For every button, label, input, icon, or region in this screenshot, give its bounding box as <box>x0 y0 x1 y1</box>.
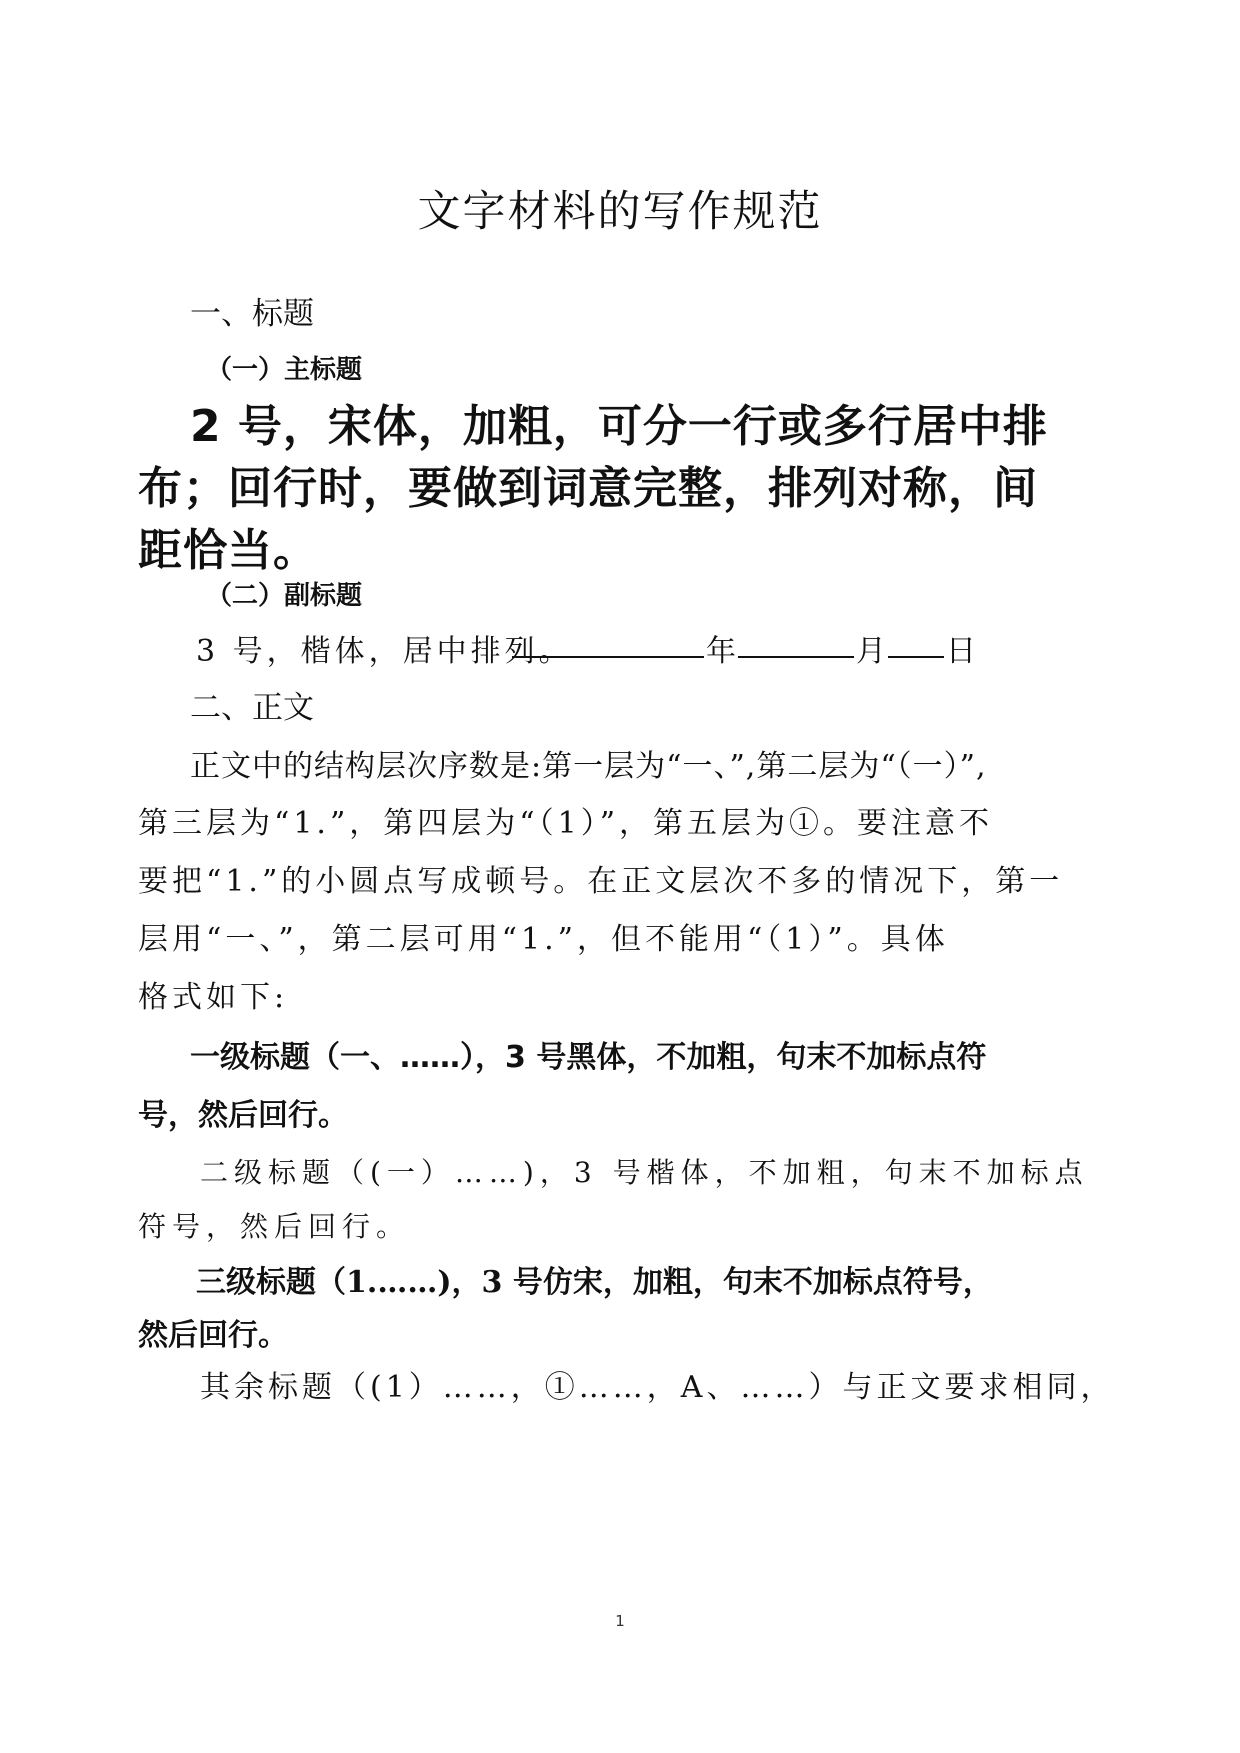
section-heading-body: 二、正文 <box>190 690 314 726</box>
level3-rule-line-1: 三级标题（1.……)，3 号仿宋，加粗，句末不加标点符号， <box>196 1265 993 1300</box>
subheading-subtitle: （二）副标题 <box>206 581 363 611</box>
body-paragraph-line-1: 正文中的结构层次序数是:第一层为“一、”,第二层为“（一）”, <box>190 749 987 784</box>
document-title: 文字材料的写作规范 <box>417 187 823 237</box>
body-paragraph-line-5: 格式如下: <box>138 980 289 1015</box>
year-blank <box>512 656 704 658</box>
year-label: 年 <box>706 634 740 669</box>
day-blank <box>888 656 944 658</box>
other-headings-rule: 其余标题（(1）……，①……，A、……）与正文要求相同， <box>200 1370 1115 1405</box>
subtitle-rule: 3 号，楷体，居中排列。 <box>196 634 573 669</box>
main-title-rule-line-2: 布；回行时，要做到词意完整，排列对称，间 <box>138 463 1038 514</box>
main-title-rule-line-1: 2 号，宋体，加粗，可分一行或多行居中排 <box>190 401 1048 452</box>
level2-rule-line-2: 符号，然后回行。 <box>138 1210 411 1243</box>
level3-rule-line-2: 然后回行。 <box>138 1318 288 1353</box>
level1-rule-line-1: 一级标题（一、……），3 号黑体，不加粗，句末不加标点符 <box>190 1040 987 1075</box>
subheading-main-title: （一）主标题 <box>206 355 363 385</box>
section-heading-title: 一、标题 <box>190 296 314 332</box>
body-paragraph-line-2: 第三层为“1.”，第四层为“（1）”，第五层为①。要注意不 <box>138 806 994 841</box>
month-label: 月 <box>856 634 890 669</box>
body-paragraph-line-4: 层用“一、”，第二层可用“1.”，但不能用“（1）”。具体 <box>138 922 949 957</box>
level2-rule-line-1: 二级标题（(一）……)，3 号楷体，不加粗，句末不加标点 <box>200 1156 1089 1189</box>
page-number: 1 <box>615 1612 625 1630</box>
month-blank <box>738 656 854 658</box>
day-label: 日 <box>946 634 980 669</box>
main-title-rule-line-3: 距恰当。 <box>138 525 318 576</box>
body-paragraph-line-3: 要把“1.”的小圆点写成顿号。在正文层次不多的情况下，第一 <box>138 864 1064 899</box>
level1-rule-line-2: 号，然后回行。 <box>138 1098 348 1133</box>
